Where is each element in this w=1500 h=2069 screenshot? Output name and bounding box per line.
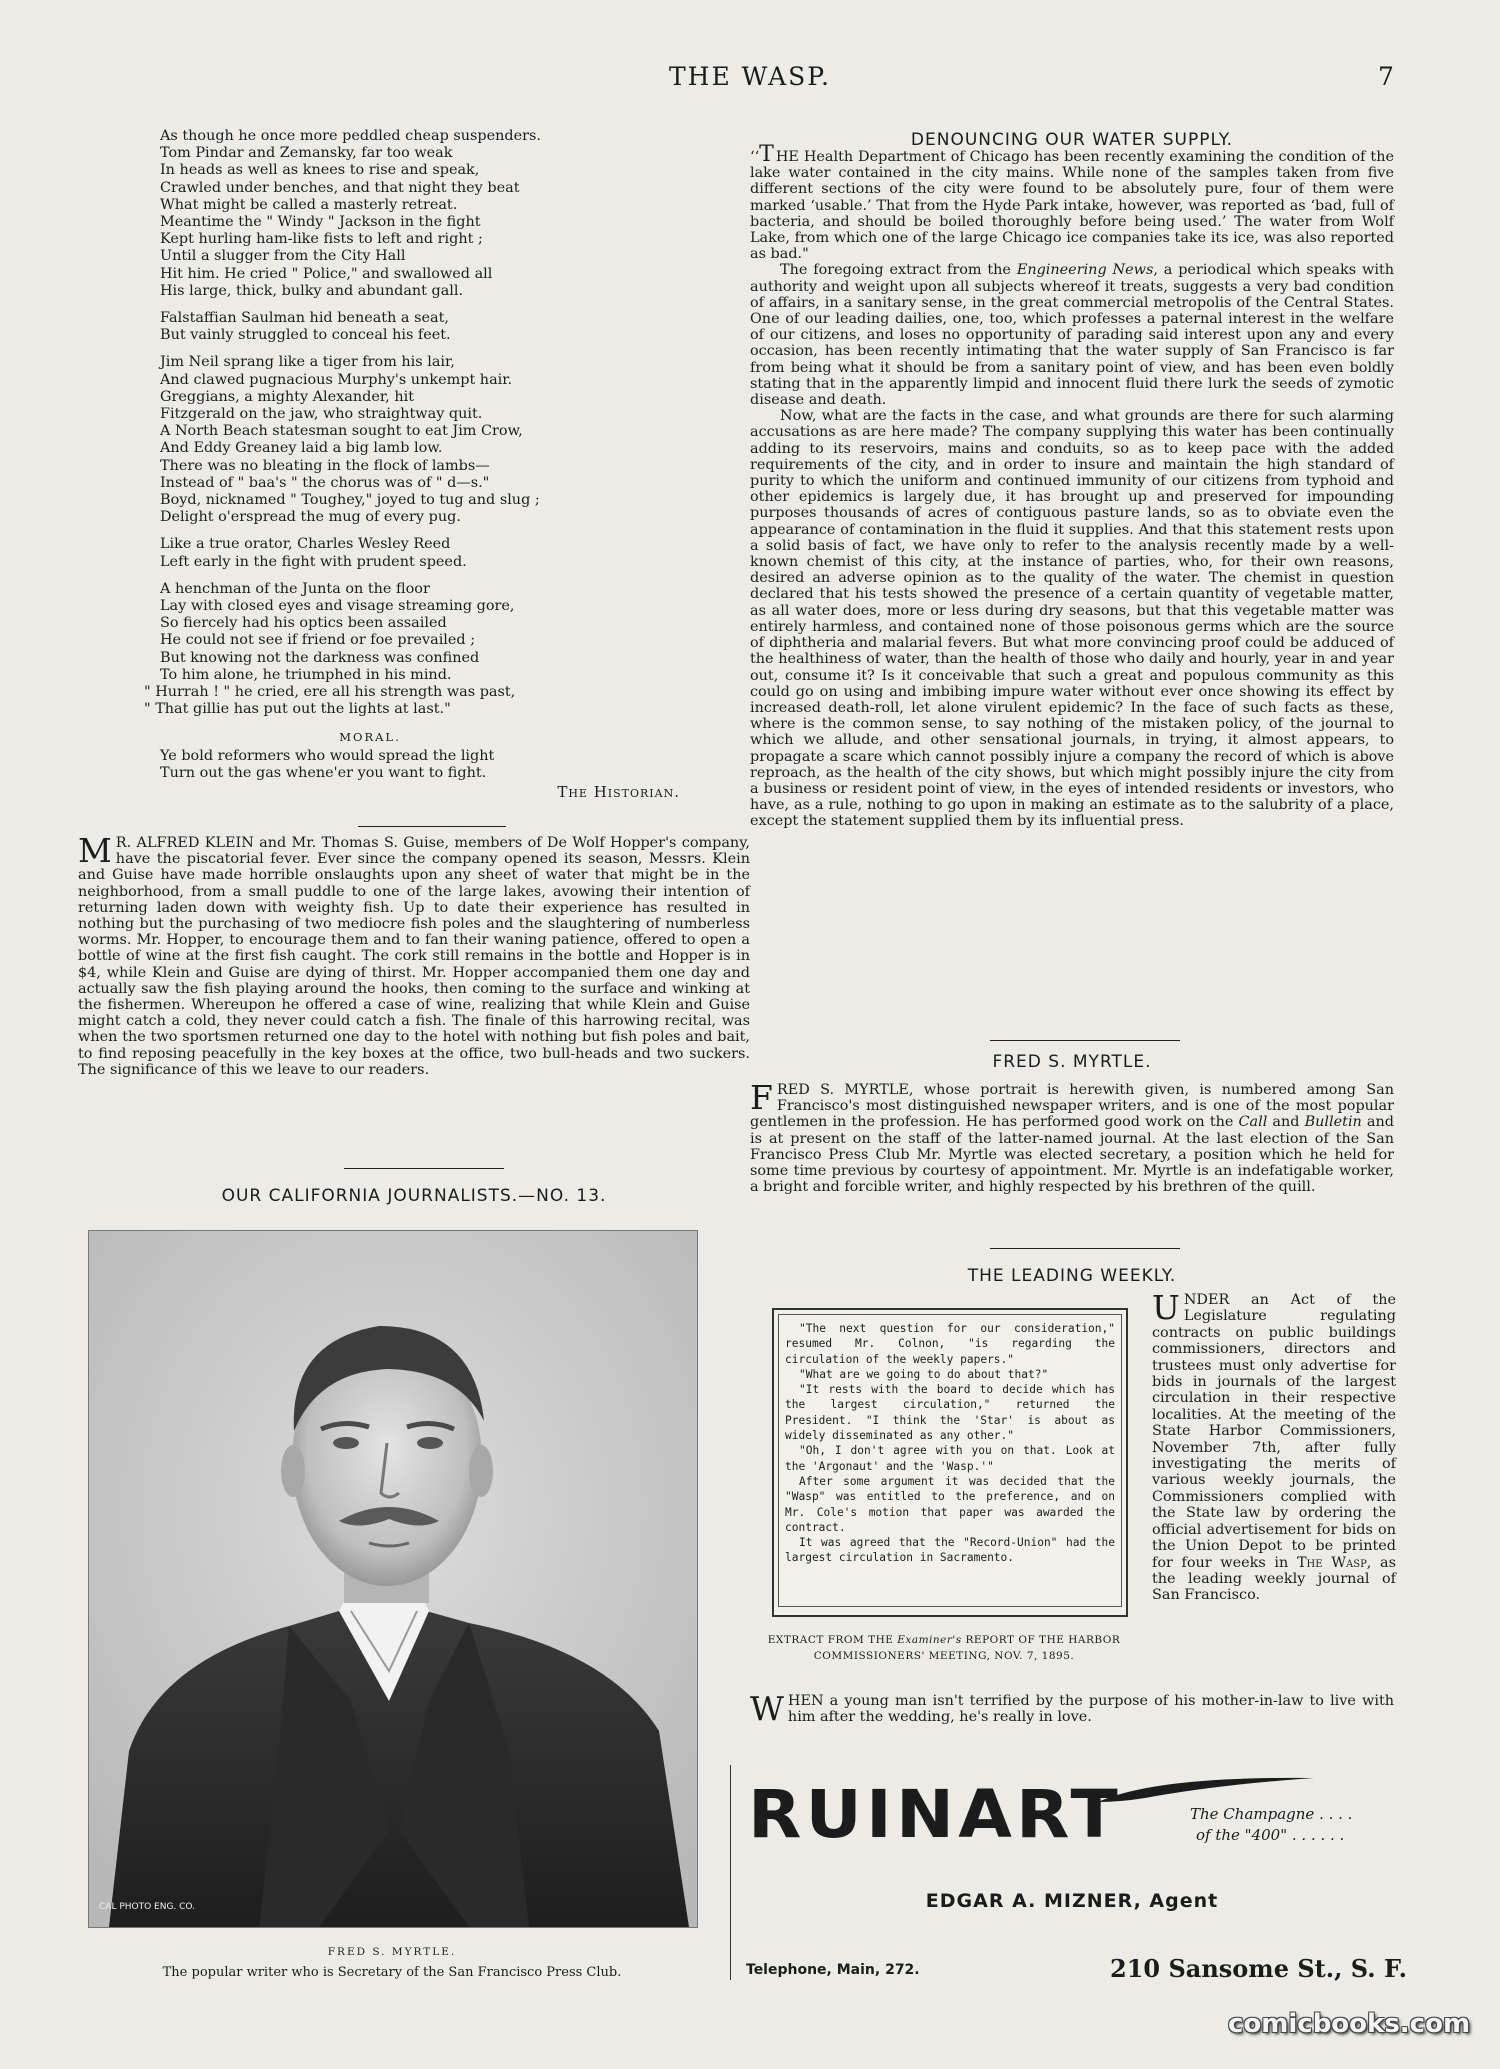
poem-line: Hit him. He cried " Police," and swallowed all xyxy=(160,265,493,282)
myrtle-article xyxy=(750,1078,1394,1196)
poem-line: " Hurrah ! " he cried, ere all his strength was past, xyxy=(144,684,516,701)
drop-cap: M xyxy=(78,831,112,870)
excerpt-text xyxy=(778,1314,1122,1607)
moral-line: Ye bold reformers who would spread the light xyxy=(160,747,495,764)
tagline-line: of the "400" . . . . . . xyxy=(1196,1826,1345,1844)
poem-line: Instead of " baa's " the chorus was of " d—s." xyxy=(160,474,490,491)
water-text-1: HE Health Department of Chicago has been recently examining the condition of the lake water contained in the city mains. While none of the samples taken from five different sections of the city were found to be absolutely pure, four of them were marked ‘usable.’ That from the Hyde Park intake, however, was reported as ‘bad, full of bacteria, and should be boiled thoroughly before being used.’ The water from Wolf Lake, from which one of the large Chicago ice companies take its ice, was also reported as bad." xyxy=(750,149,1394,263)
poem-signature: The Historian. xyxy=(557,783,680,802)
mil-text: HEN a young man isn't terrified by the purpose of his mother-in-law to live with him after the wedding, he's really in love. xyxy=(787,1693,1394,1726)
ad-agent: EDGAR A. MIZNER, Agent xyxy=(925,1890,1219,1912)
caption-text: EXTRACT FROM THE xyxy=(767,1634,898,1646)
poem-line: His large, thick, bulky and abundant gall. xyxy=(160,282,464,299)
poem-line: As though he once more peddled cheap suspenders. xyxy=(160,128,541,144)
poem-stanza xyxy=(160,354,740,526)
klein-article xyxy=(78,831,750,1078)
caption-text: REPORT OF THE HARBOR COMMISSIONERS' MEETING, NOV. 7, 1895. xyxy=(813,1634,1121,1662)
poem-stanza xyxy=(160,536,740,570)
ad-phone: Telephone, Main, 272. xyxy=(746,1962,920,1978)
poem-line: In heads as well as knees to rise and speak, xyxy=(160,162,480,179)
photo-caption-name: FRED S. MYRTLE. xyxy=(327,1946,457,1958)
poem-line: Delight o'erspread the mug of every pug. xyxy=(160,509,461,526)
poem-line: Crawled under benches, and that night they beat xyxy=(160,179,520,196)
weekly-text-1: NDER an Act of the Legislature regulating contracts on public buildings commissioners, directors and trustees must only advertise for bids in journals of the largest circulation in their respective localities. At the meeting of the State Harbor Commissioners, November 7th, after fully investigating the merits of various weekly journals, the Commissioners complied with the State law by ordering the official advertisement for bids on the Union Depot to be printed for four weeks in xyxy=(1152,1292,1396,1571)
myrtle-heading: FRED S. MYRTLE. xyxy=(992,1052,1152,1072)
ruinart-logo: RUINART xyxy=(748,1776,1122,1853)
poem-stanza xyxy=(160,310,740,344)
poem-line: Left early in the fight with prudent speed. xyxy=(160,553,467,570)
drop-cap: T xyxy=(759,142,774,167)
poem-line: A North Beach statesman sought to eat Jim Crow, xyxy=(160,423,523,440)
portrait-illustration xyxy=(89,1231,697,1927)
poem-line: Until a slugger from the City Hall xyxy=(160,248,406,265)
portrait-photo xyxy=(88,1230,698,1928)
myrtle-text-1: RED S. MYRTLE, whose portrait is herewith given, is numbered among San Francisco's most distinguished newspaper writers, and is one of the most popular gentlemen in the profession. He has performed good work on the xyxy=(750,1082,1394,1131)
tagline-line: The Champagne . . . . xyxy=(1190,1805,1353,1823)
water-text-2b: , a periodical which speaks with authority and weight upon all subjects whereof it treats, suggests a very bad condition of affairs, in a sanitary sense, in the great commercial metropolis of the Central States. One of our leading dailies, one, too, which professes a paternal interest in the welfare of our citizens, and loses no opportunity of parading said interest upon any and every occasion, has been recently intimating that the water supply of San Francisco is far from being what it should be from a sanitary point of view, and has been even boldly stating that in the apparently limpid and innocent fluid there lurk the seeds of zymotic disease and death. xyxy=(750,262,1394,409)
masthead-title: THE WASP. xyxy=(668,62,831,91)
poem-line: Kept hurling ham-like fists to left and right ; xyxy=(160,231,483,248)
poem-stanza xyxy=(144,580,740,719)
drop-cap: W xyxy=(750,1689,784,1728)
water-para-2 xyxy=(750,262,1394,408)
divider xyxy=(344,1168,504,1169)
excerpt-paragraph: "Oh, I don't agree with you on that. Look at the 'Argonaut' and the 'Wasp.'" xyxy=(785,1444,1115,1473)
poem-line: A henchman of the Junta on the floor xyxy=(160,580,430,597)
excerpt-caption xyxy=(744,1632,1144,1664)
mother-in-law-item xyxy=(750,1689,1394,1728)
poem-line: Fitzgerald on the jaw, who straightway quit. xyxy=(160,406,483,423)
excerpt-paragraph: "What are we going to do about that?" xyxy=(799,1367,1049,1381)
paper-name: Call xyxy=(1238,1114,1268,1131)
poem-line: What might be called a masterly retreat. xyxy=(160,196,458,213)
paper-name: The Wasp xyxy=(1296,1554,1367,1571)
divider xyxy=(990,1040,1180,1041)
excerpt-paragraph: It was agreed that the "Record-Union" had the largest circulation in Sacramento. xyxy=(785,1536,1115,1565)
myrtle-text-2: and xyxy=(1267,1114,1305,1131)
poem-line: So fiercely had his optics been assailed xyxy=(160,615,447,632)
poem-line: Falstaffian Saulman hid beneath a seat, xyxy=(160,310,449,327)
poem-line: " That gillie has put out the lights at last." xyxy=(144,701,451,718)
quote-open: ‘‘ xyxy=(750,149,760,165)
water-text-3: Now, what are the facts in the case, and what grounds are there for such alarming accusations as are here made? The company supplying this water has been continually adding to its reservoirs, mains and conduits, so as to keep pace with the added requirements of the city, and in order to insure and maintain the high standard of purity to which the uniform and continued immunity of our citizens from typhoid and other epidemics is largely due, it has brought up and preserved for impounding purposes thousands of acres of contiguous pasture lands, so as to obviate even the appearance of contamination in the fluid it supplies. And that this statement rests upon a solid basis of fact, we have only to refer to the analysis recently made by a well-known chemist of this city, at the instance of parties, who, for their own reasons, desired an adverse opinion as to the quality of the water. The chemist in question declared that his tests showed the presence of a certain quantity of vegetable matter, as all water does, more or less during dry seasons, but that this vegetable matter was entirely harmless, and contained none of those poisonous germs which are the source of diphtheria and malarial fevers. But what more convincing proof could be adduced of the healthiness of water, than the health of those who daily and hourly, year in and year out, consume it? Is it conceivable that such a great and populous community as this could go on using and imbibing impure water without ever once showing its effect by increased death-roll, let alone virulent epidemic? In the face of such facts as these, where is the common sense, to say nothing of the mistaken policy, of the journal to which we allude, and other sensational journals, in trying, it almost appears, to propagate a scare which cannot possibly injure a company the record of which is above reproach, as the health of the city shows, but which might possibly injure the city from a business or resident point of view, in the eyes of intended residents or investors, who have, as a rule, nothing to go upon in making an estimate as to the salubrity of a place, except the statement supplied them by its influential press. xyxy=(750,408,1394,830)
ad-border xyxy=(730,1765,731,1980)
divider xyxy=(990,1248,1180,1249)
moral-line: Turn out the gas whene'er you want to fight. xyxy=(160,764,487,781)
publication-name: Engineering News xyxy=(1016,262,1154,279)
excerpt-paragraph: "It rests with the board to decide which has the largest circulation," returned the President. "I think the 'Star' is about as widely disseminated as any other." xyxy=(785,1383,1115,1443)
poem xyxy=(144,128,740,802)
poem-stanzas xyxy=(144,128,740,719)
poem-line: Greggians, a mighty Alexander, hit xyxy=(160,388,414,405)
poem-line: Jim Neil sprang like a tiger from his lair, xyxy=(160,354,455,371)
journalists-heading: OUR CALIFORNIA JOURNALISTS.—NO. 13. xyxy=(221,1186,607,1206)
ad-tagline xyxy=(1190,1804,1352,1846)
klein-text: R. ALFRED KLEIN and Mr. Thomas S. Guise, members of De Wolf Hopper's company, have the piscatorial fever. Ever since the company opened its season, Messrs. Klein and Guise have made horrible onslaughts upon any sheet of water that might be in the neighborhood, from a small puddle to one of the large lakes, avowing their intention of returning laden down with weighty fish. Up to date their experience has resulted in nothing but the purchasing of two mediocre fish poles and the slaughtering of numberless worms. Mr. Hopper, to encourage them and to fan their waning patience, offered to open a bottle of wine at the first fish caught. The cork still remains in the bottle and Hopper is in $4, while Klein and Guise are dying of thirst. Mr. Hopper accompanied them one day and actually saw the fish playing around the hooks, then coming to the surface and winking at the fishermen. Whereupon he offered a case of wine, realizing that while Klein and Guise might catch a cold, they never could catch a fish. The finale of this harrowing recital, was when the two sportsmen returned one day to the hotel with nothing but fish poles and bait, to find reposing peacefully in the key boxes at the office, two bull-heads and two suckers. The significance of this we leave to our readers. xyxy=(78,835,750,1078)
photo-caption-desc: The popular writer who is Secretary of the San Francisco Press Club. xyxy=(162,1965,622,1980)
poem-line: He could not see if friend or foe prevailed ; xyxy=(160,632,476,649)
watermark: comicbooks.com xyxy=(1228,2009,1471,2039)
poem-line: But knowing not the darkness was confined xyxy=(160,649,480,666)
weekly-article xyxy=(1152,1288,1396,1604)
drop-cap: F xyxy=(750,1078,773,1117)
page-number: 7 xyxy=(1378,62,1394,91)
poem-stanza xyxy=(160,128,740,300)
examiner-excerpt-box xyxy=(772,1308,1128,1617)
divider xyxy=(358,826,506,827)
poem-line: To him alone, he triumphed in his mind. xyxy=(160,666,452,683)
caption-publication: Examiner's xyxy=(897,1634,962,1646)
water-heading: DENOUNCING OUR WATER SUPPLY. xyxy=(910,130,1234,150)
poem-line: Boyd, nicknamed " Toughey," joyed to tug and slug ; xyxy=(160,492,540,509)
photo-credit: CAL PHOTO ENG. CO. xyxy=(99,1902,196,1912)
poem-line: Lay with closed eyes and visage streaming gore, xyxy=(160,598,515,615)
water-article xyxy=(750,142,1394,830)
poem-line: And clawed pugnacious Murphy's unkempt hair. xyxy=(160,371,513,388)
poem-line: There was no bleating in the flock of lambs— xyxy=(160,457,490,474)
excerpt-paragraph: After some argument it was decided that the "Wasp" was entitled to the preference, and on Mr. Cole's motion that paper was awarded the contract. xyxy=(785,1474,1115,1534)
moral-heading: MORAL. xyxy=(339,729,401,744)
water-text-2a: The foregoing extract from the xyxy=(780,262,1017,279)
ad-address: 210 Sansome St., S. F. xyxy=(1110,1954,1407,1983)
excerpt-paragraph: "The next question for our consideration," resumed Mr. Colnon, "is regarding the circulation of the weekly papers." xyxy=(785,1322,1115,1366)
poem-line: But vainly struggled to conceal his feet. xyxy=(160,327,451,344)
drop-cap: U xyxy=(1152,1288,1180,1327)
weekly-heading: THE LEADING WEEKLY. xyxy=(967,1266,1177,1286)
poem-line: And Eddy Greaney laid a big lamb low. xyxy=(160,440,443,457)
water-para-1 xyxy=(750,142,1394,263)
poem-line: Like a true orator, Charles Wesley Reed xyxy=(160,536,451,553)
myrtle-text-3: and is at present on the staff of the latter-named journal. At the last election of the San Francisco Press Club Mr. Myrtle was elected secretary, a position which he held for some time previous by courtesy of appointment. Mr. Myrtle is an indefatigable worker, a bright and forcible writer, and highly respected by his brethren of the quill. xyxy=(750,1114,1394,1196)
paper-name: Bulletin xyxy=(1304,1114,1362,1131)
poem-line: Tom Pindar and Zemansky, far too weak xyxy=(160,145,453,162)
weekly-text-2: , as the leading weekly journal of San Francisco. xyxy=(1152,1554,1396,1604)
water-para-3 xyxy=(750,408,1394,829)
poem-line: Meantime the " Windy " Jackson in the fight xyxy=(160,214,481,231)
